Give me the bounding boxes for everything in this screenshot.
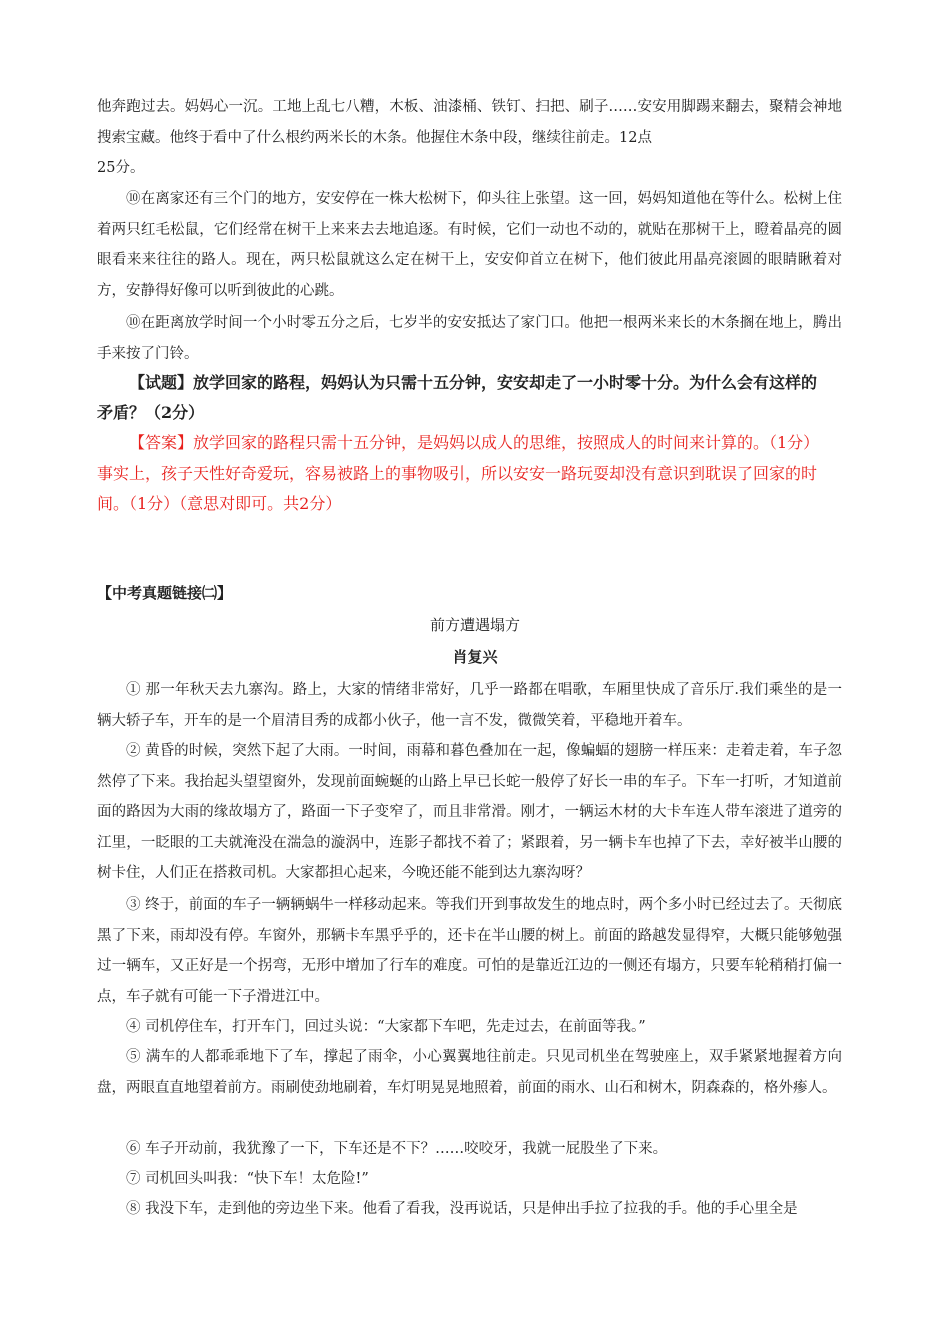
passage1-paragraph-a-tail: 25分。 xyxy=(97,160,145,176)
section-heading: 【中考真题链接㈡】 xyxy=(97,584,233,602)
article-title: 前方遭遇塌方 xyxy=(429,616,520,634)
passage2-paragraph-6: ⑥ 车子开动前，我犹豫了一下，下车还是不下？……咬咬牙，我就一屁股坐了下来。 xyxy=(126,1141,668,1157)
passage2-paragraph-1: ① 那一年秋天去九寨沟。路上，大家的情绪非常好，几乎一路都在唱歌，车厢里快成了音乐厅.我们乘坐的是一辆大轿子车，开车的是一个眉清目秀的成都小伙子，他一言不发，微微笑着，平稳地开着车。 xyxy=(97,682,842,729)
passage2-paragraph-8: ⑧ 我没下车，走到他的旁边坐下来。他看了看我，没再说话，只是伸出手拉了拉我的手。他的手心里全是 xyxy=(126,1201,798,1217)
passage2-paragraph-7: ⑦ 司机回头叫我：“快下车！太危险!” xyxy=(126,1171,369,1187)
passage2-paragraph-4: ④ 司机停住车，打开车门，回过头说：“大家都下车吧，先走过去，在前面等我。” xyxy=(126,1019,646,1035)
passage1-paragraph-10b: ⑩在距离放学时间一个小时零五分之后，七岁半的安安抵达了家门口。他把一根两米来长的木条搁在地上，腾出手来按了门铃。 xyxy=(97,315,842,362)
article-author: 肖复兴 xyxy=(452,648,498,666)
passage2-paragraph-5: ⑤ 满车的人都乖乖地下了车，撑起了雨伞，小心翼翼地往前走。只见司机坐在驾驶座上，双手紧紧地握着方向盘，两眼直直地望着前方。雨刷使劲地刷着，车灯明晃晃地照着，前面的雨水、山石和树木，阴森森的，格外瘆人。 xyxy=(97,1049,842,1096)
passage2-paragraph-2: ② 黄昏的时候，突然下起了大雨。一时间，雨幕和暮色叠加在一起，像蝙蝠的翅膀一样压来：走着走着，车子忽然停了下来。我抬起头望望窗外，发现前面蜿蜒的山路上早已长蛇一般停了好长一串的车子。下车一打听，才知道前面的路因为大雨的缘故塌方了，路面一下子变窄了，而且非常滑。刚才，一辆运木材的大卡车连人带车滚进了道旁的江里，一眨眼的工夫就淹没在湍急的漩涡中，连影子都找不着了；紧跟着，另一辆卡车也掉了下去，幸好被半山腰的树卡住，人们正在搭救司机。大家都担心起来，今晚还能不能到达九寨沟呀？ xyxy=(97,743,842,882)
passage1-paragraph-a: 他奔跑过去。妈妈心一沉。工地上乱七八糟，木板、油漆桶、铁钉、扫把、刷子……安安用脚踢来翻去，聚精会神地搜索宝藏。他终于看中了什么根约两米长的木条。他握住木条中段，继续往前走。12点 xyxy=(97,99,842,146)
passage1-paragraph-10a: ⑩在离家还有三个门的地方，安安停在一株大松树下，仰头往上张望。这一回，妈妈知道他在等什么。松树上住着两只红毛松鼠，它们经常在树干上来来去去地追逐。有时候，它们一动也不动的，就贴在那树干上，瞪着晶亮的圆眼看来来往往的路人。现在，两只松鼠就这么定在树干上，安安仰首立在树下，他们彼此用晶亮滚圆的眼睛瞅着对方，安静得好像可以听到彼此的心跳。 xyxy=(97,191,842,299)
passage2-paragraph-3: ③ 终于，前面的车子一辆辆蜗牛一样移动起来。等我们开到事故发生的地点时，两个多小时已经过去了。天彻底黑了下来，雨却没有停。车窗外，那辆卡车黑乎乎的，还卡在半山腰的树上。前面的路越发显得窄，大概只能够勉强过一辆车，又正好是一个拐弯，无形中增加了行车的难度。可怕的是靠近江边的一侧还有塌方，只要车轮稍稍打偏一点，车子就有可能一下子滑进江中。 xyxy=(97,897,842,1005)
answer-text: 【答案】放学回家的路程只需十五分钟，是妈妈以成人的思维，按照成人的时间来计算的。（1分）事实上，孩子天性好奇爱玩，容易被路上的事物吸引，所以安安一路玩耍却没有意识到耽误了回家的时间。（1分）（意思对即可。共2分） xyxy=(97,433,820,513)
question-text: 【试题】放学回家的路程，妈妈认为只需十五分钟，安安却走了一小时零十分。为什么会有这样的矛盾？（2分） xyxy=(97,373,818,422)
